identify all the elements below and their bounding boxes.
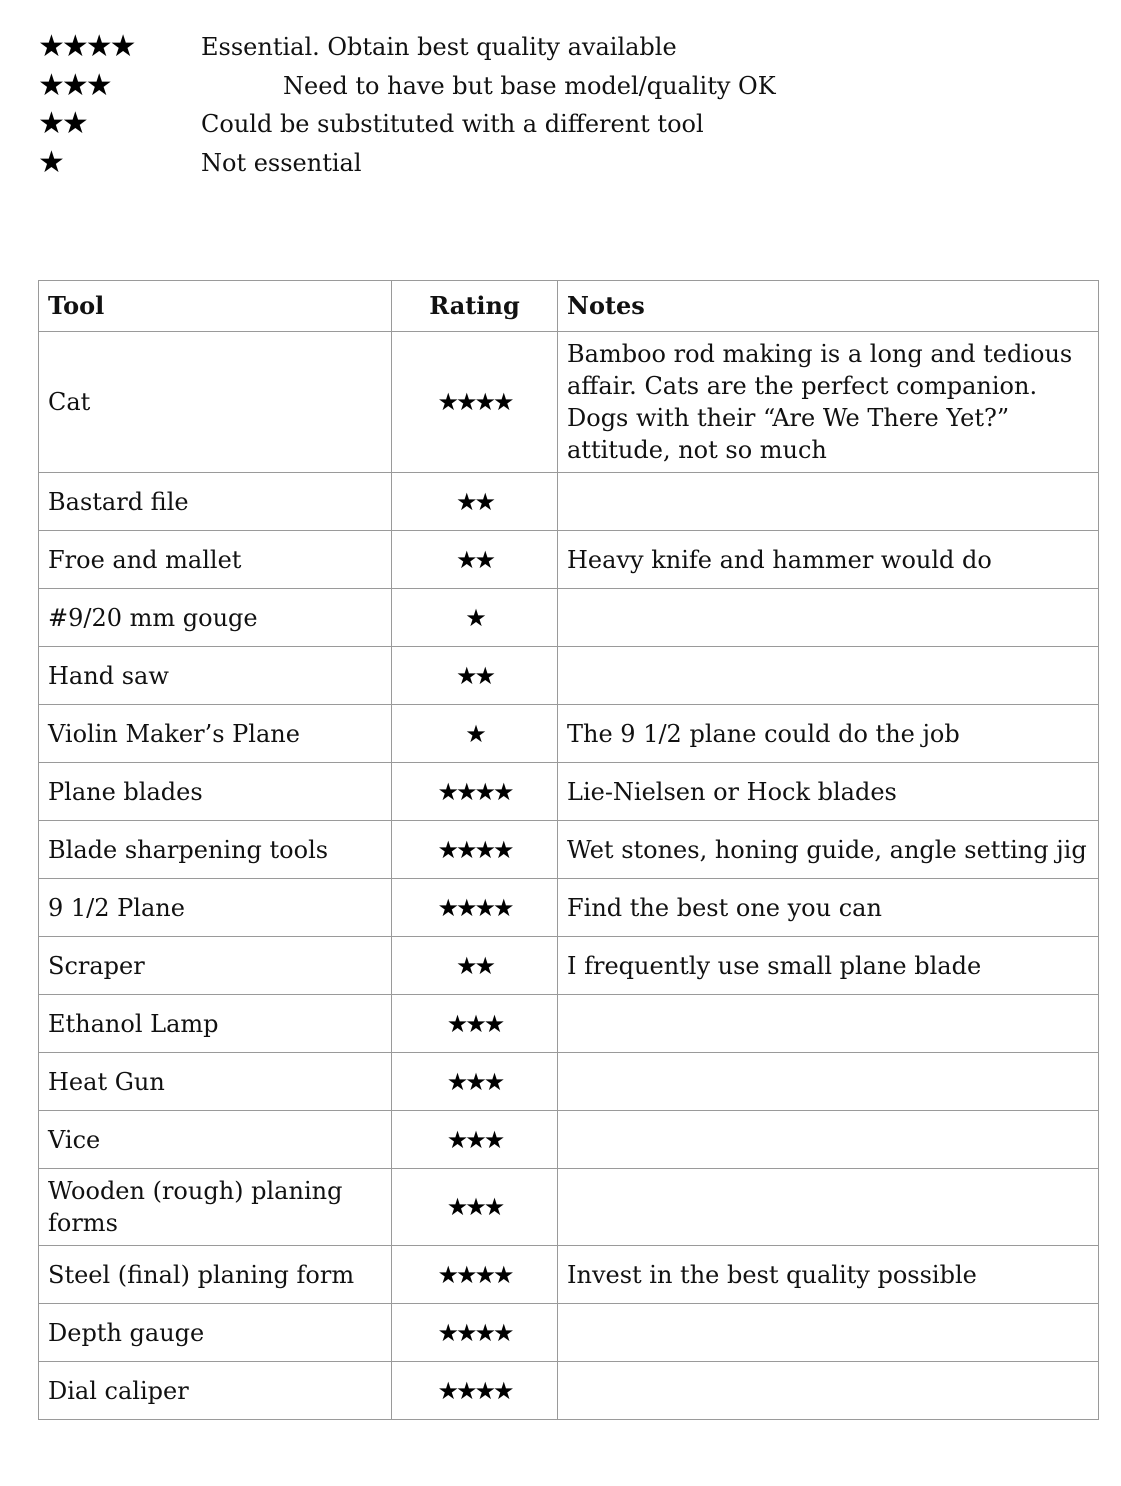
table-row <box>39 821 1099 879</box>
tool-notes <box>558 1304 1099 1362</box>
tool-name: Cat <box>39 332 392 473</box>
table-row <box>39 937 1099 995</box>
tool-notes <box>558 647 1099 705</box>
legend-row-4-stars <box>38 28 1038 67</box>
table-row <box>39 1111 1099 1169</box>
tool-name: Froe and mallet <box>39 531 392 589</box>
table-row <box>39 589 1099 647</box>
tool-notes: The 9 1/2 plane could do the job <box>558 705 1099 763</box>
rating-column-header: Rating <box>392 281 558 332</box>
table-row <box>39 531 1099 589</box>
legend-row-3-stars <box>38 67 1038 106</box>
star-rating-icon: ★★★★ <box>392 1304 558 1362</box>
tool-notes <box>558 1053 1099 1111</box>
tool-name: Bastard file <box>39 473 392 531</box>
legend-text: Need to have but base model/quality OK <box>283 71 776 100</box>
star-rating-icon: ★ <box>392 705 558 763</box>
star-rating-icon: ★★ <box>392 647 558 705</box>
tool-notes: Find the best one you can <box>558 879 1099 937</box>
tool-notes <box>558 1169 1099 1246</box>
legend-row-1-star <box>38 144 1038 183</box>
table-row <box>39 1053 1099 1111</box>
table-row <box>39 647 1099 705</box>
table-row <box>39 1169 1099 1246</box>
table-row <box>39 473 1099 531</box>
table-row <box>39 879 1099 937</box>
star-rating-icon: ★★★★ <box>392 1362 558 1420</box>
star-rating-icon: ★★★★ <box>392 332 558 473</box>
tool-notes <box>558 995 1099 1053</box>
tool-name: Hand saw <box>39 647 392 705</box>
tool-name: Vice <box>39 1111 392 1169</box>
tool-notes: Invest in the best quality possible <box>558 1246 1099 1304</box>
table-header-row <box>39 281 1099 332</box>
tool-name: Ethanol Lamp <box>39 995 392 1053</box>
table-row <box>39 1304 1099 1362</box>
tool-name: Blade sharpening tools <box>39 821 392 879</box>
table-row <box>39 995 1099 1053</box>
tool-name: #9/20 mm gouge <box>39 589 392 647</box>
tool-notes <box>558 1111 1099 1169</box>
tool-notes <box>558 473 1099 531</box>
tool-notes: Heavy knife and hammer would do <box>558 531 1099 589</box>
notes-column-header: Notes <box>558 281 1099 332</box>
legend-text: Not essential <box>201 148 362 177</box>
tools-table <box>38 280 1099 1420</box>
star-rating-icon: ★★★★ <box>392 1246 558 1304</box>
star-rating-icon: ★★★★ <box>392 821 558 879</box>
tool-name: Depth gauge <box>39 1304 392 1362</box>
legend-text: Could be substituted with a different tool <box>201 110 704 138</box>
star-rating-icon: ★ <box>392 589 558 647</box>
table-row <box>39 1246 1099 1304</box>
legend-row-2-stars <box>38 105 1038 144</box>
tool-name: Dial caliper <box>39 1362 392 1420</box>
tool-name: Plane blades <box>39 763 392 821</box>
tool-name: Heat Gun <box>39 1053 392 1111</box>
tool-name: Wooden (rough) planing forms <box>39 1169 392 1246</box>
tool-column-header: Tool <box>39 281 392 332</box>
tool-notes <box>558 589 1099 647</box>
star-rating-icon: ★★★ <box>392 1053 558 1111</box>
star-rating-icon: ★★ <box>392 937 558 995</box>
star-rating-icon: ★★★★ <box>392 879 558 937</box>
tool-notes <box>558 1362 1099 1420</box>
star-rating-icon: ★★ <box>392 531 558 589</box>
four-star-icon: ★★★★ <box>38 29 134 64</box>
tool-name: Scraper <box>39 937 392 995</box>
tool-notes: Bamboo rod making is a long and tedious affair. Cats are the perfect companion. Dogs with their “Are We There Yet?” attitude, not so much <box>558 332 1099 473</box>
table-row <box>39 705 1099 763</box>
one-star-icon: ★ <box>38 144 62 180</box>
legend-text: Essential. Obtain best quality available <box>201 33 677 61</box>
tool-notes: I frequently use small plane blade <box>558 937 1099 995</box>
star-rating-icon: ★★★★ <box>392 763 558 821</box>
table-row <box>39 1362 1099 1420</box>
star-rating-icon: ★★★ <box>392 1111 558 1169</box>
three-star-icon: ★★★ <box>38 67 110 103</box>
star-rating-icon: ★★ <box>392 473 558 531</box>
tool-name: Steel (final) planing form <box>39 1246 392 1304</box>
tool-name: 9 1/2 Plane <box>39 879 392 937</box>
table-row <box>39 763 1099 821</box>
rating-legend <box>38 28 1038 182</box>
star-rating-icon: ★★★ <box>392 995 558 1053</box>
two-star-icon: ★★ <box>38 106 86 141</box>
tool-notes: Lie-Nielsen or Hock blades <box>558 763 1099 821</box>
star-rating-icon: ★★★ <box>392 1169 558 1246</box>
table-row <box>39 332 1099 473</box>
tool-notes: Wet stones, honing guide, angle setting jig <box>558 821 1099 879</box>
tool-name: Violin Maker’s Plane <box>39 705 392 763</box>
